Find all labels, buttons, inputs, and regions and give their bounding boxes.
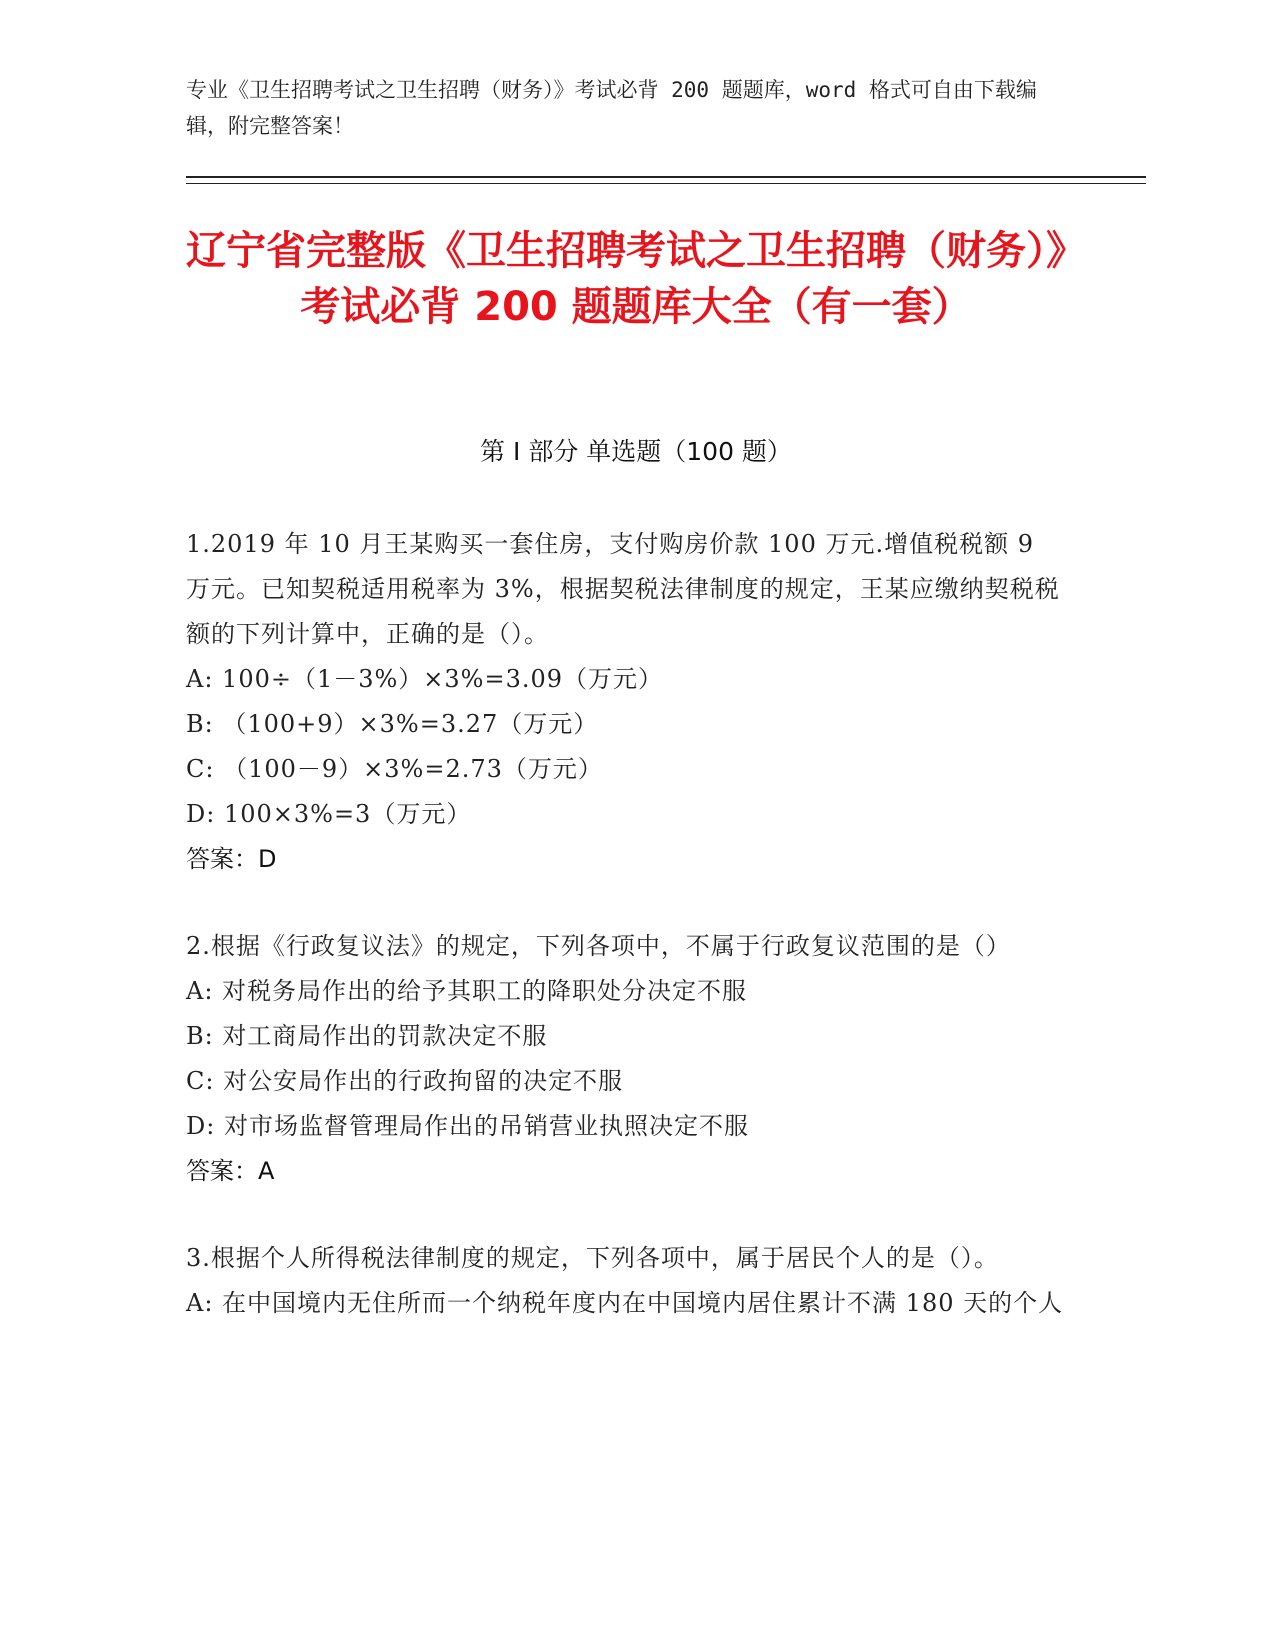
- answer: 答案：A: [186, 1157, 275, 1185]
- question-1: [186, 522, 1066, 882]
- option-b: B: 对工商局作出的罚款决定不服: [186, 1022, 548, 1050]
- option-a: A: 100÷（1－3%）×3%=3.09（万元）: [186, 665, 664, 693]
- question-list: [186, 522, 1066, 1368]
- question-stem: 2.根据《行政复议法》的规定，下列各项中，不属于行政复议范围的是（）: [186, 932, 1011, 960]
- question-3: [186, 1236, 1066, 1326]
- question-stem: 3.根据个人所得税法律制度的规定，下列各项中，属于居民个人的是（）。: [186, 1244, 999, 1272]
- answer: 答案：D: [186, 845, 277, 873]
- option-c: C: （100－9）×3%=2.73（万元）: [186, 755, 603, 783]
- option-d: D: 100×3%=3（万元）: [186, 800, 472, 828]
- question-2: [186, 924, 1066, 1194]
- header-divider-thin: [186, 183, 1146, 184]
- document-title: 辽宁省完整版《卫生招聘考试之卫生招聘（财务）》考试必背 200 题题库大全（有一套）: [186, 228, 1086, 330]
- option-c: C: 对公安局作出的行政拘留的决定不服: [186, 1067, 624, 1095]
- option-a: A: 在中国境内无住所而一个纳税年度内在中国境内居住累计不满 180 天的个人: [186, 1289, 1064, 1317]
- section-title: 第 I 部分 单选题（100 题）: [480, 437, 792, 466]
- option-d: D: 对市场监督管理局作出的吊销营业执照决定不服: [186, 1112, 749, 1140]
- header-divider: [186, 176, 1146, 178]
- option-a: A: 对税务局作出的给予其职工的降职处分决定不服: [186, 977, 748, 1005]
- option-b: B: （100+9）×3%=3.27（万元）: [186, 710, 599, 738]
- question-stem: 1.2019 年 10 月王某购买一套住房，支付购房价款 100 万元.增值税税额 9 万元。已知契税适用税率为 3%，根据契税法律制度的规定，王某应缴纳契税税额的下列计算中，正确的是（）。: [186, 530, 1060, 648]
- header-note: 专业《卫生招聘考试之卫生招聘（财务）》考试必背 200 题题库，word 格式可自由下载编辑，附完整答案！: [186, 78, 1037, 138]
